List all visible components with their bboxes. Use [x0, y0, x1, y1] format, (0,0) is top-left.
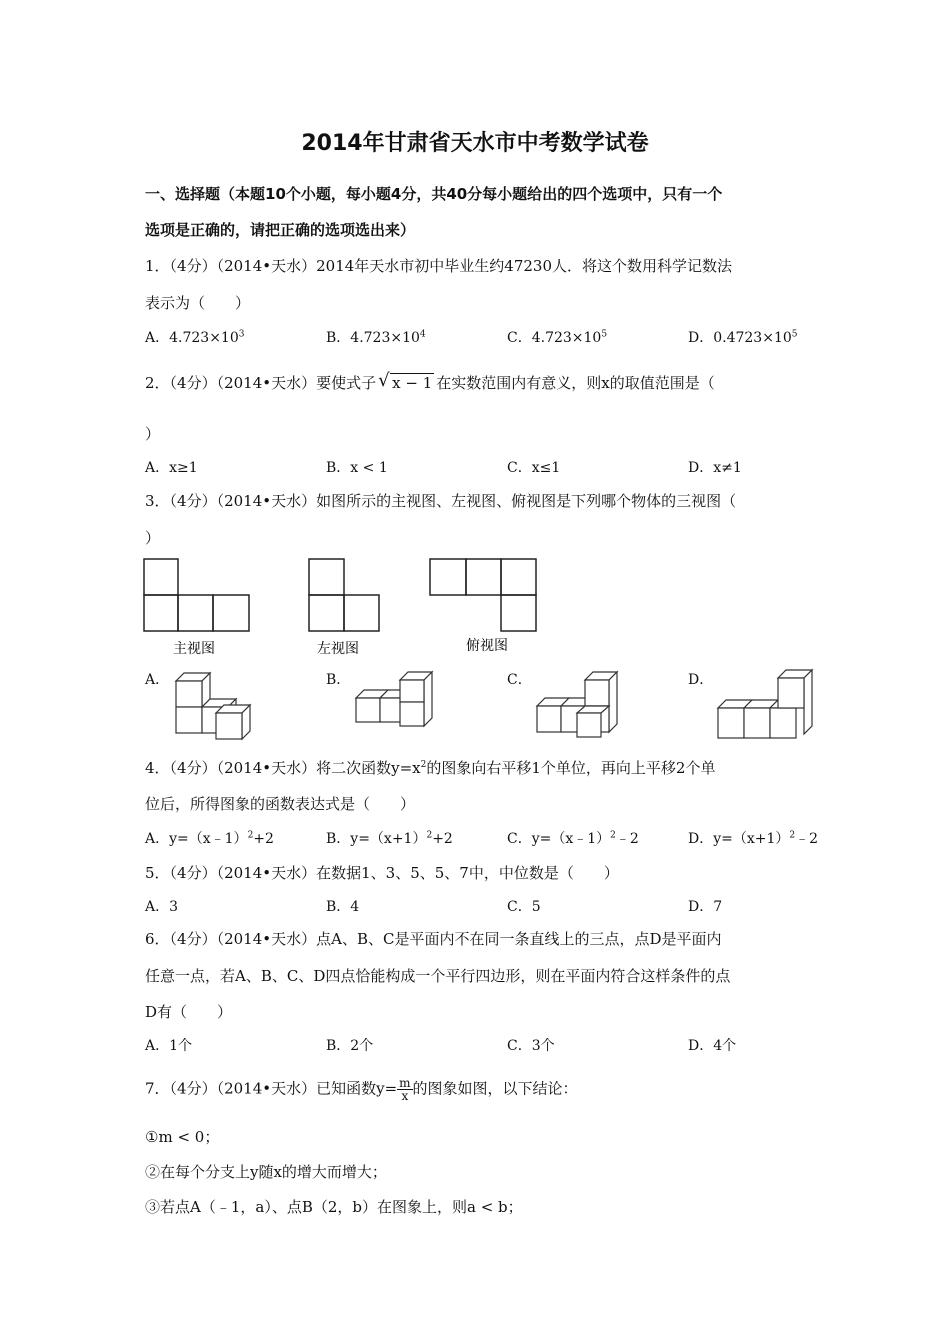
q4-option-d[interactable]: D．$y=(x+1)^2﹣2$	[688, 830, 819, 847]
q3-solid-a[interactable]	[172, 668, 267, 743]
q5-option-b[interactable]: B．4	[326, 899, 360, 915]
q7-statement-1: ①m < 0；	[145, 1128, 220, 1146]
q4-option-b[interactable]: B．$y=(x+1)^2+2$	[326, 830, 453, 847]
front-view-caption: 主视图	[173, 641, 215, 657]
q3-solid-b[interactable]	[352, 668, 447, 728]
q6-option-c[interactable]: C．3个	[507, 1038, 555, 1054]
front-view-figure	[140, 555, 260, 665]
q3-solid-d[interactable]	[714, 668, 819, 743]
q2-stem-cont: ）	[145, 425, 161, 443]
q5-option-a[interactable]: A．3	[145, 899, 179, 915]
q3-solid-c[interactable]	[533, 668, 628, 743]
q3-option-a[interactable]: A．	[145, 672, 170, 688]
q6-option-a[interactable]: A．1个	[145, 1038, 193, 1054]
q5-option-d[interactable]: D．7	[688, 899, 723, 915]
page-title: 2014年甘肃省天水市中考数学试卷	[301, 131, 649, 156]
top-view-figure	[426, 555, 541, 665]
q6-stem-cont: 任意一点，若A、B、C、D四点恰能构成一个平行四边形，则在平面内符合这样条件的点	[145, 967, 731, 985]
q2-option-b[interactable]: B．x < 1	[326, 460, 388, 476]
q1-option-d[interactable]: D．$0.4723\times 10^5$	[688, 329, 798, 346]
q2-stem: 2．（4分）（2014•天水）要使式子 √ x − 1 在实数范围内有意义，则x的取值范围是（	[145, 370, 715, 392]
q1-stem-cont: 表示为（ ）	[145, 294, 251, 312]
q4-option-a[interactable]: A．y=（x﹣1）$^2$+2	[145, 830, 274, 847]
q2-option-a[interactable]: A．x≥1	[145, 460, 198, 476]
top-view-caption: 俯视图	[466, 638, 508, 654]
q4-stem: 4．（4分）（2014•天水）将二次函数$y=x^2$的图象向右平移1个单位，再向上平移2个单	[145, 759, 716, 777]
left-view-caption: 左视图	[317, 641, 359, 657]
q5-option-c[interactable]: C．5	[507, 899, 541, 915]
q3-option-c[interactable]: C．	[507, 672, 532, 688]
q6-stem-cont2: D有（ ）	[145, 1003, 233, 1021]
q6-option-b[interactable]: B．2个	[326, 1038, 374, 1054]
q7-statement-2: ②在每个分支上y随x的增大而增大；	[145, 1163, 387, 1181]
sqrt-expression: √ x − 1	[378, 370, 433, 392]
q4-option-c[interactable]: C．y=（x﹣1）$^2$﹣2	[507, 830, 639, 847]
section-heading-cont: 选项是正确的，请把正确的选项选出来）	[145, 221, 416, 239]
fraction-m-over-x: $\frac{m}{x}$	[399, 1076, 411, 1103]
q2-option-c[interactable]: C．x≤1	[507, 460, 561, 476]
section-heading: 一、选择题（本题10个小题，每小题4分，共40分每小题给出的四个选项中，只有一个	[145, 185, 723, 203]
q3-option-b[interactable]: B．	[326, 672, 351, 688]
q5-stem: 5．（4分）（2014•天水）在数据1、3、5、5、7中，中位数是（ ）	[145, 864, 619, 882]
q1-option-a[interactable]: A．$4.723\times 10^3$	[145, 329, 245, 346]
q3-stem: 3．（4分）（2014•天水）如图所示的主视图、左视图、俯视图是下列哪个物体的三视图（	[145, 492, 737, 510]
q1-stem: 1．（4分）（2014•天水）2014年天水市初中毕业生约47230人．将这个数用科学记数法	[145, 257, 733, 275]
q3-stem-cont: ）	[145, 529, 161, 547]
q1-option-b[interactable]: B．$4.723\times 10^4$	[326, 329, 426, 346]
q6-stem: 6．（4分）（2014•天水）点A、B、C是平面内不在同一条直线上的三点，点D是平面内	[145, 930, 722, 948]
q1-option-c[interactable]: C．$4.723\times 10^5$	[507, 329, 608, 346]
q6-option-d[interactable]: D．4个	[688, 1038, 737, 1054]
left-view-figure	[305, 555, 385, 665]
q7-statement-3: ③若点A（﹣1，a）、点B（2，b）在图象上，则a < b；	[145, 1198, 523, 1216]
q4-stem-cont: 位后，所得图象的函数表达式是（ ）	[145, 795, 416, 813]
q7-stem: 7．（4分）（2014•天水）已知函数y= $\frac{m}{x}$ 的图象如图，以下结论：	[145, 1076, 578, 1103]
q2-option-d[interactable]: D．x≠1	[688, 460, 742, 476]
q3-option-d[interactable]: D．	[688, 672, 714, 688]
